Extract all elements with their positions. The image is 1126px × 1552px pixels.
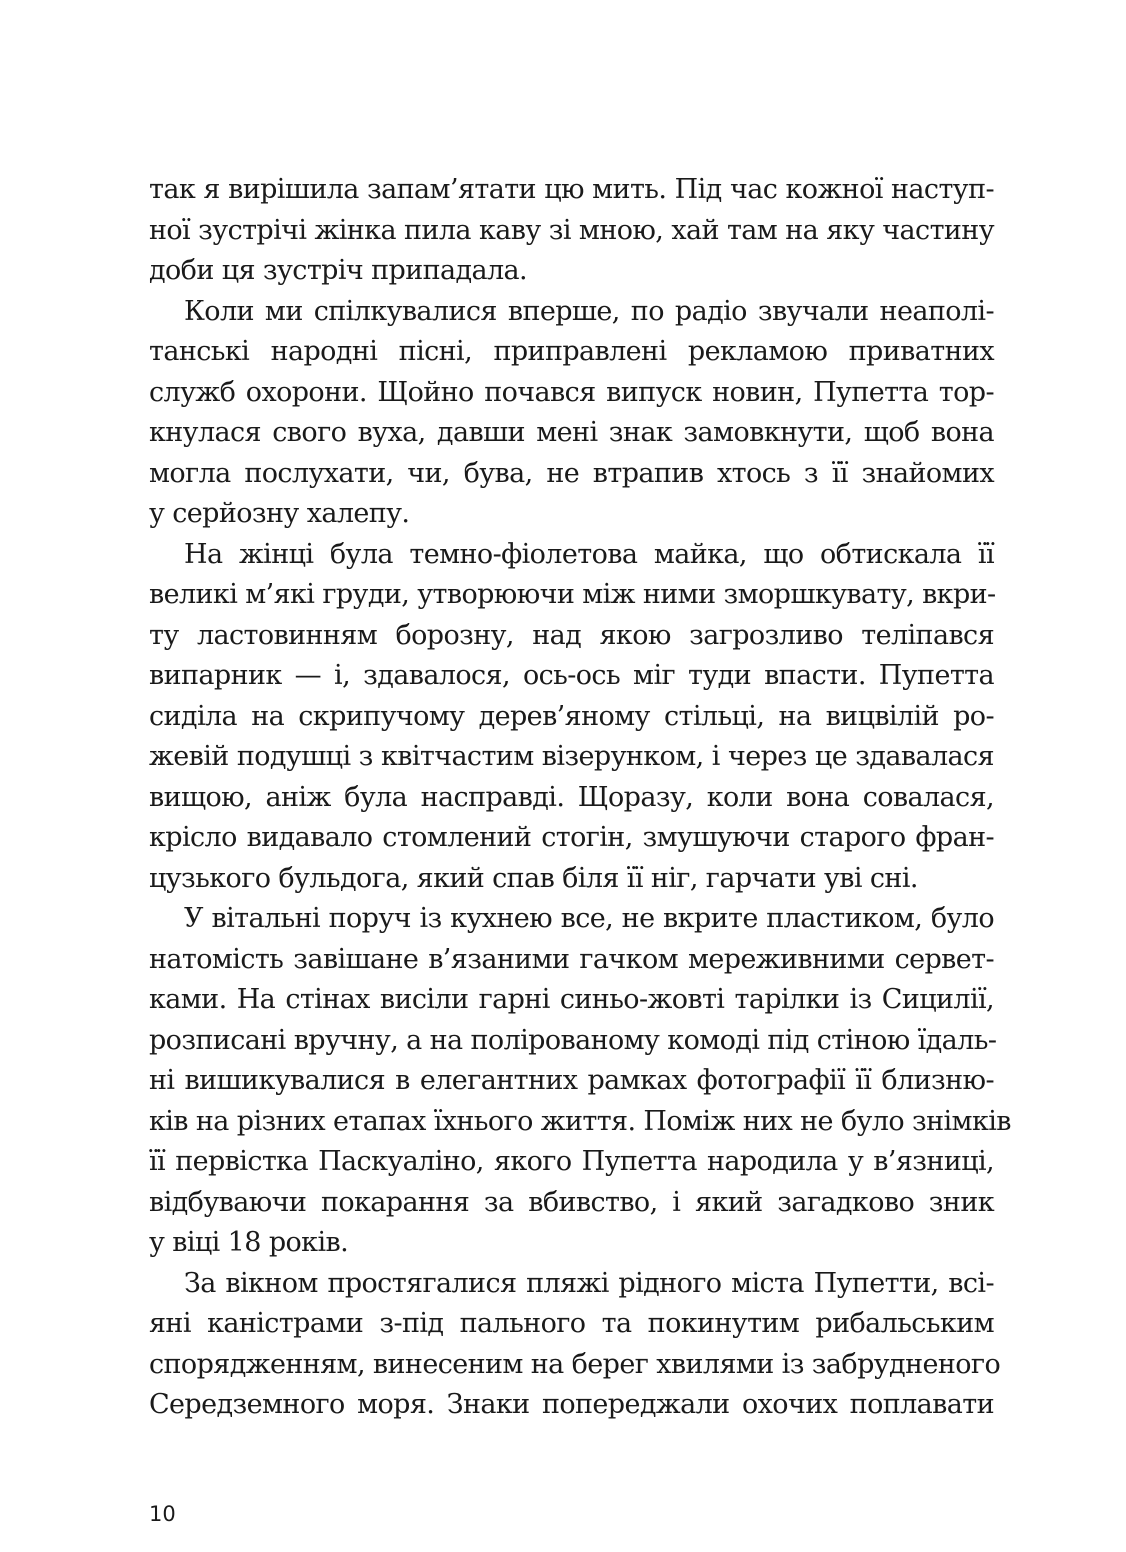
text-line: служб охорони. Щойно почався випуск новин, Пупетта тор-: [149, 376, 994, 408]
text-line: яні каністрами з-під пального та покинутим рибальським: [149, 1308, 994, 1339]
text-line: ками. На стінах висіли гарні синьо-жовті тарілки із Сицилії,: [149, 984, 994, 1015]
text-line: могла послухати, чи, бува, не втрапив хтось з її знайомих: [149, 457, 994, 489]
text-line: ні вишикувалися в елегантних рамках фотографії її близню-: [149, 1065, 994, 1096]
text-line: у серйозну халепу.: [149, 498, 410, 529]
body-text: [149, 170, 1011, 1426]
text-line: Коли ми спілкувалися вперше, по радіо звучали неаполі-: [184, 295, 994, 327]
text-line: ків на різних етапах їхнього життя. Поміж них не було знімків: [149, 1105, 1011, 1137]
text-line: доби ця зустріч припадала.: [149, 255, 528, 286]
text-line: цузького бульдога, який спав біля її ніг, гарчати уві сні.: [149, 862, 918, 894]
text-line: жевій подушці з квітчастим візерунком, і через це здавалася: [149, 741, 994, 772]
text-line: випарник — і, здавалося, ось-ось міг туди впасти. Пупетта: [149, 660, 994, 691]
text-line: кнулася свого вуха, давши мені знак замовкнути, щоб вона: [149, 417, 994, 448]
text-line: крісло видавало стомлений стогін, змушуючи старого фран-: [149, 822, 994, 853]
text-line: її первістка Паскуаліно, якого Пупетта народила у в’язниці,: [149, 1146, 994, 1177]
text-line: вищою, аніж була насправді. Щоразу, коли вона совалася,: [149, 781, 994, 813]
text-line: спорядженням, винесеним на берег хвилями із забрудненого: [149, 1348, 1001, 1380]
text-line: сиділа на скрипучому дерев’яному стільці, на вицвілій ро-: [149, 700, 994, 732]
text-line: ту ластовинням борозну, над якою загрозливо теліпався: [149, 619, 994, 651]
text-line: танські народні пісні, приправлені рекламою приватних: [149, 336, 994, 367]
page-number: 10: [149, 1502, 176, 1526]
text-line: У вітальні поруч із кухнею все, не вкрите пластиком, було: [184, 903, 994, 934]
text-line: натомість завішане в’язаними гачком мереживними сервет-: [149, 943, 994, 975]
text-line: так я вирішила запам’ятати цю мить. Під час кожної наступ-: [149, 174, 994, 205]
text-line: великі м’які груди, утворюючи між ними зморшкувату, вкри-: [149, 579, 996, 610]
text-line: відбуваючи покарання за вбивство, і який загадково зник: [149, 1186, 994, 1218]
text-line: За вікном простягалися пляжі рідного міста Пупетти, всі-: [184, 1267, 994, 1299]
text-line: розписані вручну, а на полірованому комоді під стіною їдаль-: [149, 1024, 997, 1056]
text-line: На жінці була темно-фіолетова майка, що обтискала її: [184, 538, 994, 570]
text-line: Середземного моря. Знаки попереджали охочих поплавати: [149, 1389, 994, 1420]
text-line: ної зустрічі жінка пила каву зі мною, хай там на яку частину: [149, 214, 994, 246]
text-line: у віці 18 років.: [149, 1227, 349, 1258]
